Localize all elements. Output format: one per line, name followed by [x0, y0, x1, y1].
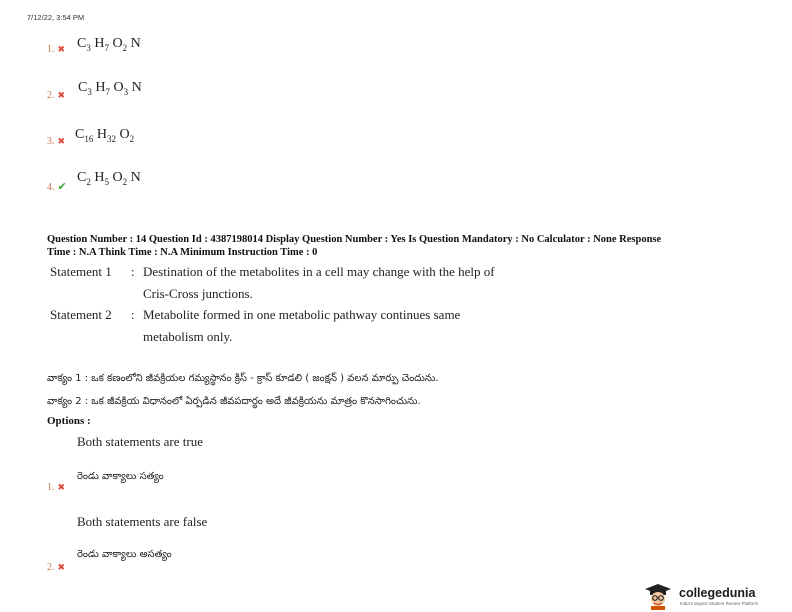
logo-name: collegedunia [679, 586, 756, 600]
element-symbol: H [94, 170, 105, 185]
prev-option-3-formula [75, 127, 134, 144]
option-number: 1. [47, 44, 55, 55]
statement1-label: Statement 1 [50, 264, 112, 279]
option-number: 2. [47, 562, 55, 573]
correct-check-icon: ✔ [57, 180, 67, 193]
element-subscript: 2 [129, 133, 135, 144]
element-subscript: 5 [104, 176, 109, 187]
element-symbol: C [77, 36, 87, 51]
telugu-statement2: వాక్యం 2 : ఒక జీవక్రియ విధానంలో ఏర్పడిన జీవపదార్థం అదే జీవక్రియను మాత్రం కొనసాగించును. [47, 396, 421, 407]
element-subscript: 7 [105, 86, 110, 97]
element-symbol: O [119, 127, 130, 142]
option-1-number [47, 482, 65, 493]
wrong-cross-icon: ✖ [57, 137, 66, 147]
statement1-colon: : [131, 264, 135, 279]
wrong-cross-icon: ✖ [57, 483, 66, 493]
telugu-statement1: వాక్యం 1 : ఒక కణంలోని జీవక్రియల గమ్యస్థానం క్రిస్ - క్రాస్ కూడలి ( జంక్షన్ ) వలన మార్పు చెందును. [47, 373, 439, 384]
statement2-colon: : [131, 307, 135, 322]
question-meta [47, 233, 767, 259]
options-label: Options : [47, 415, 91, 427]
element-symbol: C [78, 80, 88, 95]
option-number: 2. [47, 90, 55, 101]
option-2-number [47, 562, 65, 573]
statement1-line2: Cris-Cross junctions. [143, 286, 253, 301]
statement2-line2: metabolism only. [143, 329, 233, 344]
element-symbol: N [130, 36, 141, 51]
element-symbol: O [113, 80, 124, 95]
element-subscript: 3 [123, 86, 129, 97]
question-meta-line1: Question Number : 14 Question Id : 4387198014 Display Question Number : Yes Is Question Mandatory : No Calculator : None Response [47, 234, 662, 245]
option-number: 1. [47, 482, 55, 493]
prev-option-1-formula [77, 36, 141, 53]
element-symbol: N [131, 80, 142, 95]
element-subscript: 7 [104, 42, 109, 53]
option-1-english: Both statements are true [77, 434, 203, 449]
wrong-cross-icon: ✖ [57, 91, 66, 101]
prev-option-4-formula [77, 170, 141, 187]
option-2-english: Both statements are false [77, 514, 208, 529]
prev-option-4-number [47, 180, 67, 193]
element-subscript: 2 [122, 42, 128, 53]
wrong-cross-icon: ✖ [57, 45, 66, 55]
option-2-telugu: రెండు వాక్యాలు అసత్యం [77, 549, 172, 560]
element-symbol: C [77, 170, 87, 185]
statement2-line1: Metabolite formed in one metabolic pathway continues same [143, 307, 461, 322]
element-symbol: H [95, 80, 106, 95]
element-symbol: H [94, 36, 105, 51]
prev-option-2-formula [78, 80, 142, 97]
collegedunia-logo [641, 582, 791, 610]
element-subscript: 2 [122, 176, 128, 187]
option-number: 3. [47, 136, 55, 147]
element-symbol: C [75, 127, 85, 142]
wrong-cross-icon: ✖ [57, 563, 66, 573]
statement1-line1: Destination of the metabolites in a cell may change with the help of [143, 264, 495, 279]
element-subscript: 16 [84, 133, 94, 144]
element-symbol: O [112, 170, 123, 185]
element-symbol: H [96, 127, 107, 142]
statement2-label: Statement 2 [50, 307, 112, 322]
prev-option-1-number [47, 44, 65, 55]
question-meta-line2: Time : N.A Think Time : N.A Minimum Instruction Time : 0 [47, 247, 318, 258]
element-subscript: 3 [87, 86, 92, 97]
option-number: 4. [47, 182, 55, 193]
prev-option-3-number [47, 136, 65, 147]
element-symbol: O [112, 36, 123, 51]
prev-option-2-number [47, 90, 65, 101]
element-symbol: N [130, 170, 141, 185]
element-subscript: 32 [106, 133, 116, 144]
timestamp: 7/12/22, 3:54 PM [27, 13, 85, 22]
element-subscript: 3 [86, 42, 91, 53]
graduate-mascot-icon [641, 582, 675, 610]
option-1-telugu: రెండు వాక్యాలు సత్యం [77, 471, 164, 482]
logo-tagline: India's largest Student Review Platform [680, 601, 759, 606]
element-subscript: 2 [86, 176, 91, 187]
